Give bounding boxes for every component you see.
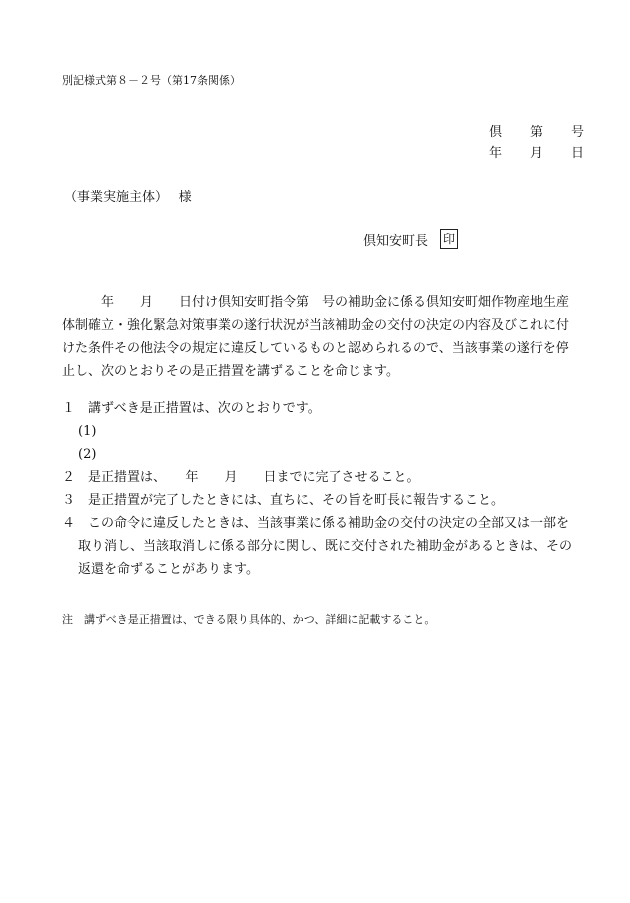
date-year: 年	[489, 146, 503, 161]
body-paragraph	[62, 291, 582, 383]
item-2: ２ 是正措置は、 年 月 日までに完了させること。	[62, 470, 420, 485]
reference-number-line	[489, 121, 584, 140]
item-3: ３ 是正措置が完了したときには、直ちに、その旨を町長に報告すること。	[62, 493, 505, 508]
date-day: 日	[570, 146, 584, 161]
issuer	[363, 229, 458, 249]
reference-go: 号	[570, 125, 584, 140]
body-line: 止し、次のとおりその是正措置を講ずることを命じます。	[62, 364, 399, 379]
reference-date-line	[489, 142, 584, 161]
reference-prefix: 倶	[489, 125, 503, 140]
seal-stamp: 印	[440, 229, 458, 249]
body-line: けた条件その他法令の規定に違反しているものと認められるので、当該事業の遂行を停	[62, 341, 569, 356]
item-4-continuation: 返還を命ずることがあります。	[78, 562, 259, 577]
addressee: （事業実施主体） 様	[64, 190, 192, 205]
date-month: 月	[529, 146, 543, 161]
form-label: 別記様式第８－２号（第17条関係）	[62, 74, 241, 87]
footnote: 注 講ずべき是正措置は、できる限り具体的、かつ、詳細に記載すること。	[62, 613, 436, 626]
item-1-sub-1: (1)	[78, 424, 97, 439]
item-4-continuation: 取り消し、当該取消しに係る部分に関し、既に交付された補助金があるときは、その	[78, 539, 573, 554]
item-1-sub-2: (2)	[78, 447, 97, 462]
body-line: 年 月 日付け倶知安町指令第 号の補助金に係る倶知安町畑作物産地生産	[62, 295, 570, 310]
numbered-items	[62, 397, 587, 581]
body-line: 体制確立・強化緊急対策事業の遂行状況が当該補助金の交付の決定の内容及びこれに付	[62, 318, 570, 333]
item-4: ４ この命令に違反したときは、当該事業に係る補助金の交付の決定の全部又は一部を	[62, 516, 570, 531]
item-1: １ 講ずべき是正措置は、次のとおりです。	[62, 401, 321, 416]
issuer-name: 倶知安町長	[363, 233, 429, 249]
reference-dai: 第	[529, 125, 543, 140]
